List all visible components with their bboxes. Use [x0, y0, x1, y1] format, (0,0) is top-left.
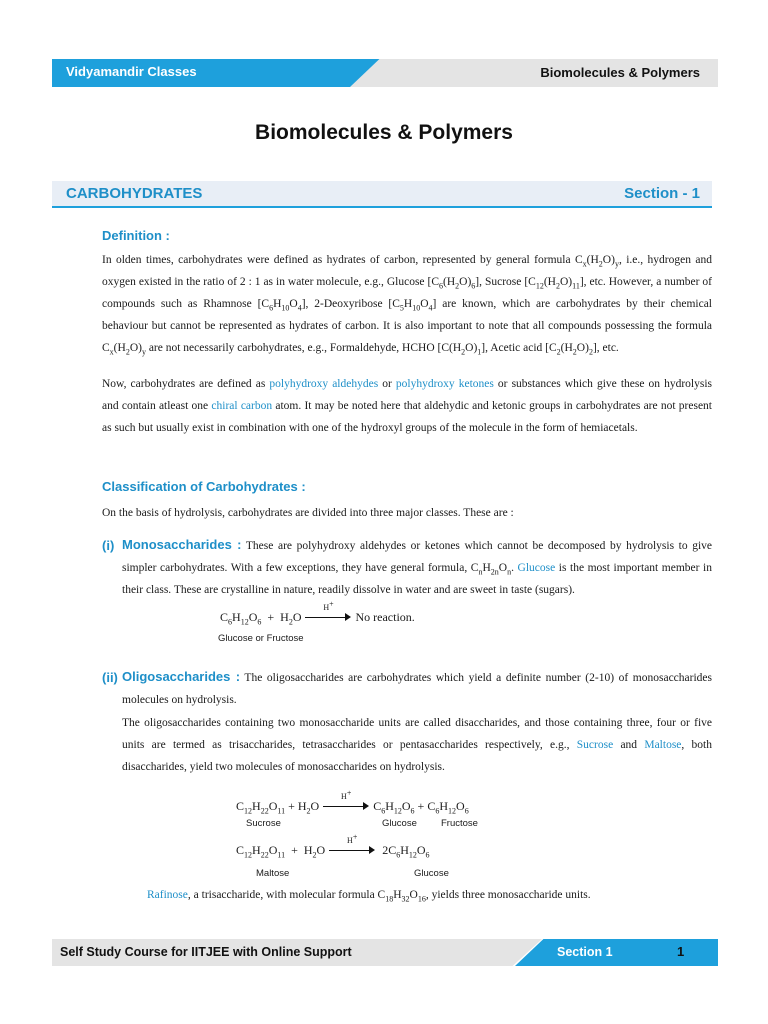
- reaction-arrow: H+: [323, 802, 369, 812]
- mono-label: (i): [102, 538, 115, 553]
- classification-intro: On the basis of hydrolysis, carbohydrates are divided into three major classes. These are :: [102, 507, 514, 519]
- oligo-label: (ii): [102, 670, 118, 685]
- rafinose-line: Rafinose, a trisaccharide, with molecular formula $C_{18}H_{32}O_{16}$, yields three monosaccharide units.: [147, 889, 591, 904]
- mono-equation: $C_6H_{12}O_6 + H_2O$ H+ No reaction.: [220, 599, 415, 627]
- header-chapter: Biomolecules & Polymers: [540, 65, 700, 80]
- maltose-equation: $C_{12}H_{22}O_{11} + H_2O$ H+ $2C_6H_{12}O_6$: [236, 832, 430, 860]
- oligo-term: Oligosaccharides :: [122, 669, 241, 684]
- link-polyhydroxy-aldehydes[interactable]: polyhydroxy aldehydes: [269, 378, 379, 390]
- definition-paragraph-2: Now, carbohydrates are defined as polyhydroxy aldehydes or polyhydroxy ketones or substances which give these on hydrolysis and contain atleast one chiral carbon atom. It may be noted here that aldehydic and ketonic groups in carbohydrates are not present as such but usually exist in combination with one of the hydroxyl groups of the molecule in the form of hemiacetals.: [102, 378, 712, 434]
- page-number: 1: [677, 944, 685, 959]
- footer-section: Section 1: [557, 945, 613, 959]
- mono-term: Monosaccharides :: [122, 537, 242, 552]
- link-glucose[interactable]: Glucose: [517, 562, 556, 574]
- sucrose-equation: $C_{12}H_{22}O_{11} + H_2O$ H+ $C_6H_{12}O_6 + C_6H_{12}O_6$: [236, 788, 469, 816]
- link-chiral-carbon[interactable]: chiral carbon: [211, 400, 273, 412]
- link-rafinose[interactable]: Rafinose: [147, 889, 188, 901]
- header-institute: Vidyamandir Classes: [66, 64, 197, 79]
- section-number: Section - 1: [624, 185, 700, 202]
- oligo-paragraph-2: The oligosaccharides containing two monosaccharide units are called disaccharides, and those containing three, four or five units are termed as trisaccharides, tetrasaccharides or pentasaccharides respectively, e.g., Sucrose and Maltose, both disaccharides, yield two molecules of monosaccharides on hydrolysis.: [122, 717, 712, 773]
- footer-course: Self Study Course for IITJEE with Online Support: [60, 945, 352, 959]
- caption-sucrose: Sucrose: [246, 818, 281, 829]
- reaction-arrow: H+: [305, 613, 351, 623]
- definition-heading: Definition :: [102, 228, 170, 243]
- caption-maltose: Maltose: [256, 868, 290, 879]
- link-polyhydroxy-ketones[interactable]: polyhydroxy ketones: [395, 378, 494, 390]
- definition-paragraph-1: In olden times, carbohydrates were defined as hydrates of carbon, represented by general formula $C_x(H_2O)_y$, i.e., hydrogen and oxygen existed in the ratio of 2 : 1 as in water molecule, e.g., Glucose $[C_6(H_2O)_6]$, Sucrose $[C_{12}(H_2O)_{11}]$, etc. However, a number of compounds such as Rhamnose $[C_6H_{10}O_4]$, 2-Deoxyribose $[C_5H_{10}O_4]$ are known, which are carbohydrates by their chemical behaviour but cannot be represented as hydrates of carbon. It is also important to note that all compounds possessing the formula $C_x(H_2O)_y$ are not necessarily carbohydrates, e.g., Formaldehyde, HCHO $[C(H_2O)_1]$, Acetic acid $[C_2(H_2O)_2]$, etc.: [102, 254, 712, 357]
- section-title: CARBOHYDRATES: [66, 185, 203, 202]
- link-sucrose[interactable]: Sucrose: [576, 739, 614, 751]
- page-title: Biomolecules & Polymers: [255, 121, 513, 144]
- reaction-arrow: H+: [329, 846, 375, 856]
- caption-glucose: Glucose: [382, 818, 417, 829]
- caption-glucose-2: Glucose: [414, 868, 449, 879]
- caption-fructose: Fructose: [441, 818, 478, 829]
- classification-heading: Classification of Carbohydrates :: [102, 479, 306, 494]
- link-maltose[interactable]: Maltose: [644, 739, 682, 751]
- mono-paragraph: Monosaccharides : These are polyhydroxy aldehydes or ketones which cannot be decomposed by hydrolysis to give simpler carbohydrates. With a few exceptions, they have general formula, $C_nH_{2n}O_n$. Glucose is the most important member in their class. These are crystalline in nature, readily dissolve in water and are sweet in taste (sugars).: [122, 537, 713, 596]
- mono-caption: Glucose or Fructose: [218, 633, 304, 644]
- oligo-paragraph-1: Oligosaccharides : The oligosaccharides are carbohydrates which yield a definite number (2-10) of monosaccharides molecules on hydrolysis.: [122, 669, 712, 706]
- footer-band-blue: [515, 939, 718, 966]
